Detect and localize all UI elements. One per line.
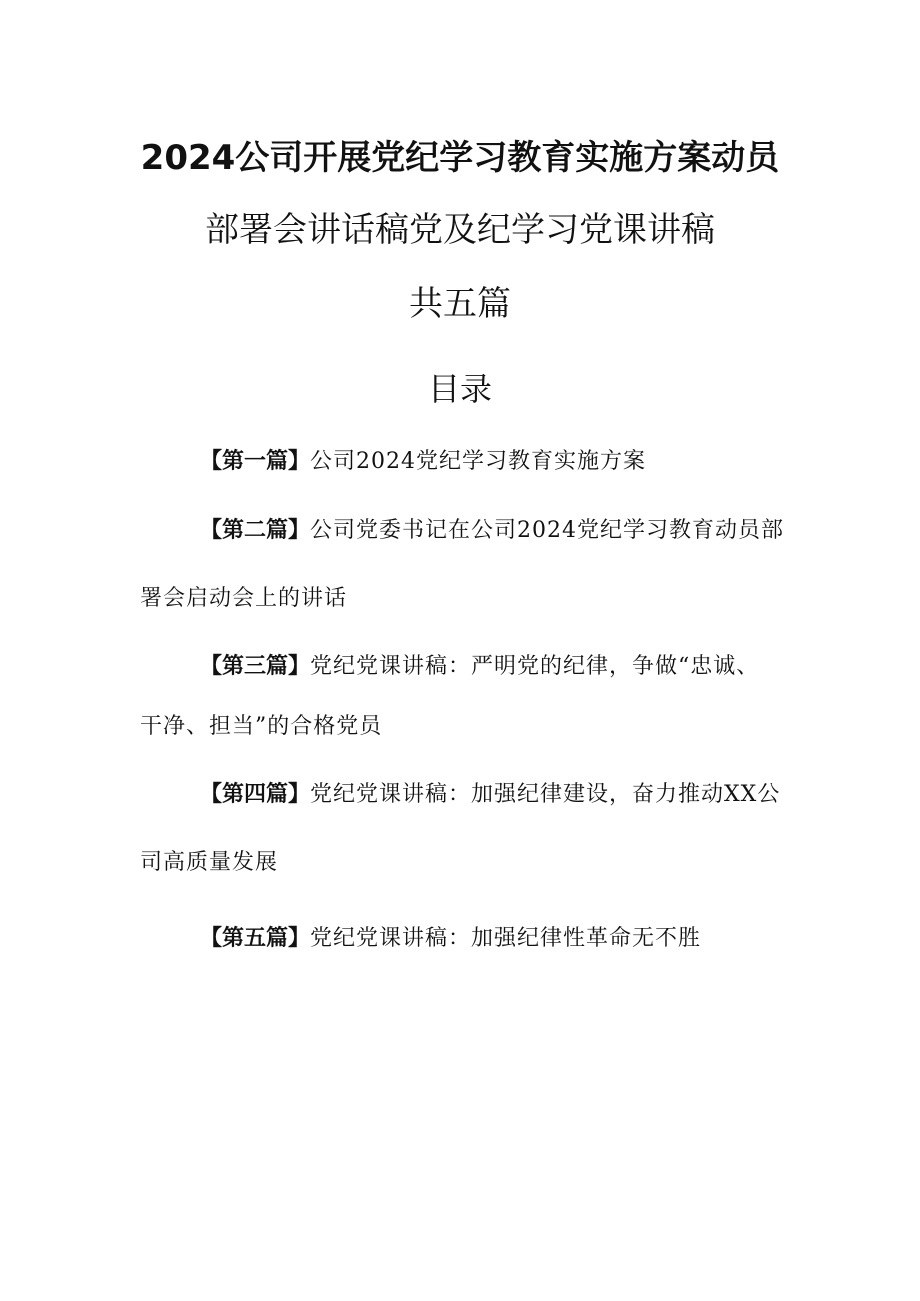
document-title-line-1: 2024公司开展党纪学习教育实施方案动员 [140,138,780,178]
toc-entry-4-continuation: 司高质量发展 [140,850,279,875]
toc-entry-2-text: 公司党委书记在公司2024党纪学习教育动员部 [310,518,785,543]
toc-heading: 目录 [427,370,492,408]
toc-entry-1 [200,445,646,479]
document-title-line-3: 共五篇 [409,284,511,324]
toc-entry-2-continuation: 署会启动会上的讲话 [140,586,348,611]
toc-entry-4-label: 【第四篇】 [200,782,311,807]
toc-entry-2-label: 【第二篇】 [200,518,311,543]
toc-entry-5 [200,922,701,956]
toc-entry-5-text: 党纪党课讲稿：加强纪律性革命无不胜 [310,926,702,951]
toc-entry-4-text: 党纪党课讲稿：加强纪律建设，奋力推动XX公 [310,782,781,807]
document-title-line-2: 部署会讲话稿党及纪学习党课讲稿 [205,210,715,250]
toc-entry-1-label: 【第一篇】 [200,449,311,474]
toc-entry-3-label: 【第三篇】 [200,654,311,679]
toc-entry-3 [200,650,759,684]
toc-entry-3-text: 党纪党课讲稿：严明党的纪律，争做“忠诚、 [310,654,760,679]
toc-entry-2 [200,514,784,548]
toc-entry-5-label: 【第五篇】 [200,926,311,951]
toc-entry-3-continuation: 干净、担当”的合格党员 [140,714,383,739]
toc-entry-4 [200,778,780,812]
toc-entry-1-text: 公司2024党纪学习教育实施方案 [310,449,647,474]
